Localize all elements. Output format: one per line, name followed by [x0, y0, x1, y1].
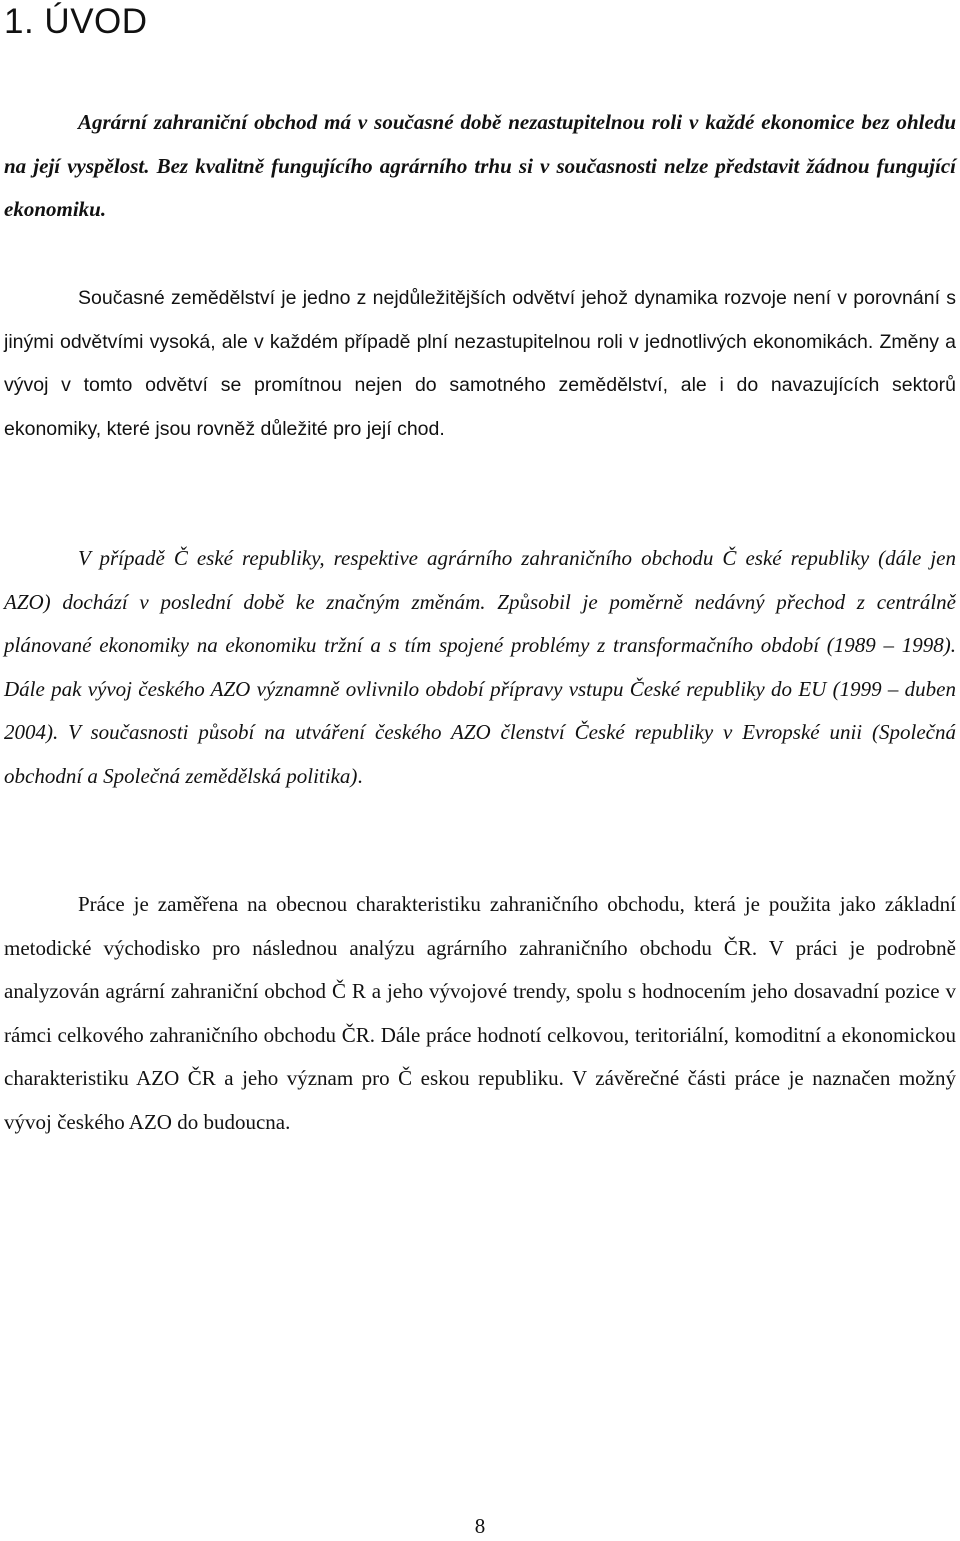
chapter-heading: 1. ÚVOD — [4, 2, 148, 41]
paragraph-thesis-aim — [4, 883, 956, 1145]
paragraph-3-sentence-3: Dále pak vývoj českého AZO významně ovlivnilo období přípravy vstupu České republiky do EU (1999 – duben 2004). — [4, 676, 956, 745]
paragraph-agriculture — [4, 277, 956, 451]
paragraph-3-sentence-2: Způsobil je poměrně nedávný přechod z centrálně plánované ekonomiky na ekonomiku tržní a s tím spojené problémy z transformačního období (1989 – 1998). — [4, 589, 956, 658]
paragraph-2-sentence-2: Změny a vývoj v tomto odvětví se promítnou nejen do samotného zemědělství, ale i do navazujících sektorů ekonomiky, které jsou rovněž důležité pro její chod. — [4, 330, 957, 440]
paragraph-3-period: . — [357, 763, 363, 788]
paragraph-intro — [4, 101, 956, 232]
paragraph-4-sentence-3: Dále práce hodnotí celkovou, teritoriální, komoditní a ekonomickou charakteristiku AZO ČR a jeho význam pro Č eskou republiku. — [4, 1022, 956, 1091]
paragraph-2-sentence-1: Současné zemědělství je jedno z nejdůležitějších odvětví jehož dynamika rozvoje není v porovnání s jinými odvětvími vysoká, ale v každém případě plní nezastupitelnou roli v jednotlivých ekonomikách. — [4, 287, 956, 353]
paragraph-azo — [4, 537, 956, 799]
paragraph-4-sentence-1: Práce je zaměřena na obecnou charakteristiku zahraničního obchodu, která je použita jako základní metodické východisko pro následnou analýzu agrárního zahraničního obchodu ČR. — [4, 892, 956, 960]
intro-text: Agrární zahraniční obchod má v současné době nezastupitelnou roli v každé ekonomice bez ohledu na její vyspělost. Bez kvalitně fungujícího agrárního trhu si v současnosti nelze představit žádnou fungující ekonomiku. — [4, 110, 956, 222]
paragraph-3-sentence-4: V současnosti působí na utváření českého AZO členství České republiky v Evropské unii (Společná obchodní a Společná zemědělská politika) — [4, 720, 957, 788]
paragraph-4-sentence-4: V závěrečné části práce je naznačen možný vývoj českého AZO do budoucna. — [4, 1066, 956, 1134]
page-number: 8 — [474, 1514, 486, 1538]
paragraph-4-sentence-2: V práci je podrobně analyzován agrární zahraniční obchod Č R a jeho vývojové trendy, spolu s hodnocením jeho dosavadní pozice v rámci celkového zahraničního obchodu ČR. — [4, 935, 956, 1047]
paragraph-3-sentence-1: V případě Č eské republiky, respektive agrárního zahraničního obchodu Č eské republiky (dále jen AZO) dochází v poslední době ke značným změnám. — [4, 546, 956, 614]
